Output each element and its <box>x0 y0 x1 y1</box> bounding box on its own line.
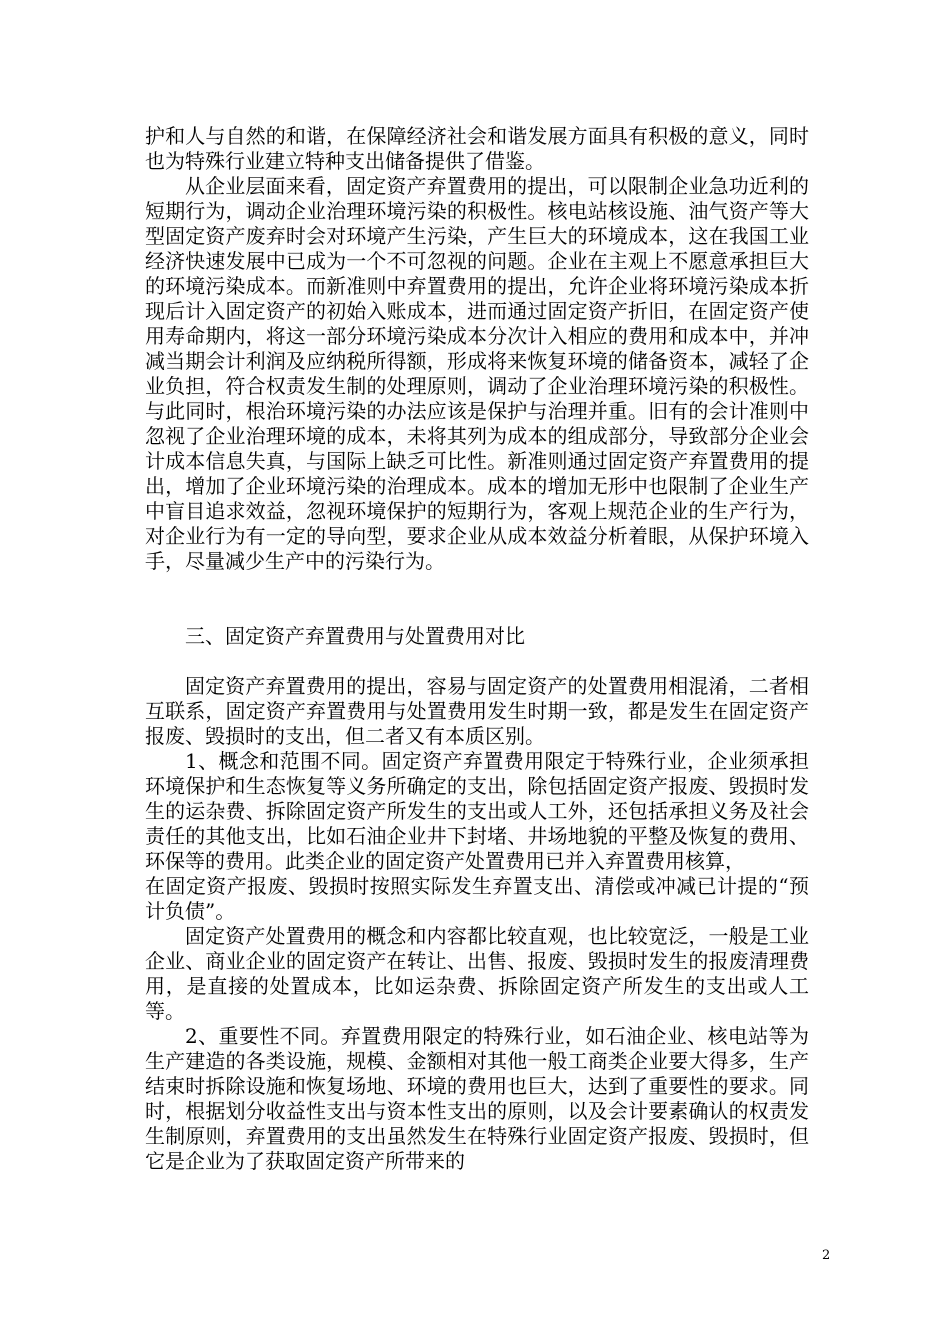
paragraph: 固定资产处置费用的概念和内容都比较直观，也比较宽泛，一般是工业企业、商业企业的固定资产在转让、出售、报废、毁损时发生的报废清理费用，是直接的处置成本，比如运杂费、拆除固定资产所发生的支出或人工等。 <box>145 924 809 1023</box>
paragraph: 1、概念和范围不同。固定资产弃置费用限定于特殊行业，企业须承担环境保护和生态恢复等义务所确定的支出，除包括固定资产报废、毁损时发生的运杂费、拆除固定资产所发生的支出或人工外，还包括承担义务及社会责任的其他支出，比如石油企业井下封堵、井场地貌的平整及恢复的费用、环保等的费用。此类企业的固定资产处置费用已并入弃置费用核算， <box>145 749 809 873</box>
paragraph: 从企业层面来看，固定资产弃置费用的提出，可以限制企业急功近利的短期行为，调动企业治理环境污染的积极性。核电站核设施、油气资产等大型固定资产废弃时会对环境产生污染，产生巨大的环境成本，这在我国工业经济快速发展中已成为一个不可忽视的问题。企业在主观上不愿意承担巨大的环境污染成本。而新准则中弃置费用的提出，允许企业将环境污染成本折现后计入固定资产的初始入账成本，进而通过固定资产折旧，在固定资产使用寿命期内，将这一部分环境污染成本分次计入相应的费用和成本中，并冲减当期会计利润及应纳税所得额，形成将来恢复环境的储备资本，减轻了企业负担，符合权责发生制的处理原则，调动了企业治理环境污染的积极性。与此同时，根治环境污染的办法应该是保护与治理并重。旧有的会计准则中忽视了企业治理环境的成本，未将其列为成本的组成部分，导致部分企业会计成本信息失真，与国际上缺乏可比性。新准则通过固定资产弃置费用的提出，增加了企业环境污染的治理成本。成本的增加无形中也限制了企业生产中盲目追求效益，忽视环境保护的短期行为，客观上规范企业的生产行为，对企业行为有一定的导向型，要求企业从成本效益分析着眼，从保护环境入手，尽量减少生产中的污染行为。 <box>145 174 809 573</box>
section-heading: 三、固定资产弃置费用与处置费用对比 <box>185 624 525 648</box>
page-number: 2 <box>822 1248 831 1263</box>
paragraph: 护和人与自然的和谐，在保障经济社会和谐发展方面具有积极的意义，同时也为特殊行业建立特种支出储备提供了借鉴。 <box>145 124 809 173</box>
paragraph: 2、重要性不同。弃置费用限定的特殊行业，如石油企业、核电站等为生产建造的各类设施，规模、金额相对其他一般工商类企业要大得多，生产结束时拆除设施和恢复场地、环境的费用也巨大，达到了重要性的要求。同时，根据划分收益性支出与资本性支出的原则，以及会计要素确认的权责发生制原则，弃置费用的支出虽然发生在特殊行业固定资产报废、毁损时，但它是企业为了获取固定资产所带来的 <box>145 1024 809 1173</box>
body-text <box>145 124 809 1174</box>
paragraph: 固定资产弃置费用的提出，容易与固定资产的处置费用相混淆，二者相互联系，固定资产弃置费用与处置费用发生时期一致，都是发生在固定资产报废、毁损时的支出，但二者又有本质区别。 <box>145 674 809 748</box>
paragraph: 在固定资产报废、毁损时按照实际发生弃置支出、清偿或冲减已计提的“预计负债”。 <box>145 874 809 923</box>
